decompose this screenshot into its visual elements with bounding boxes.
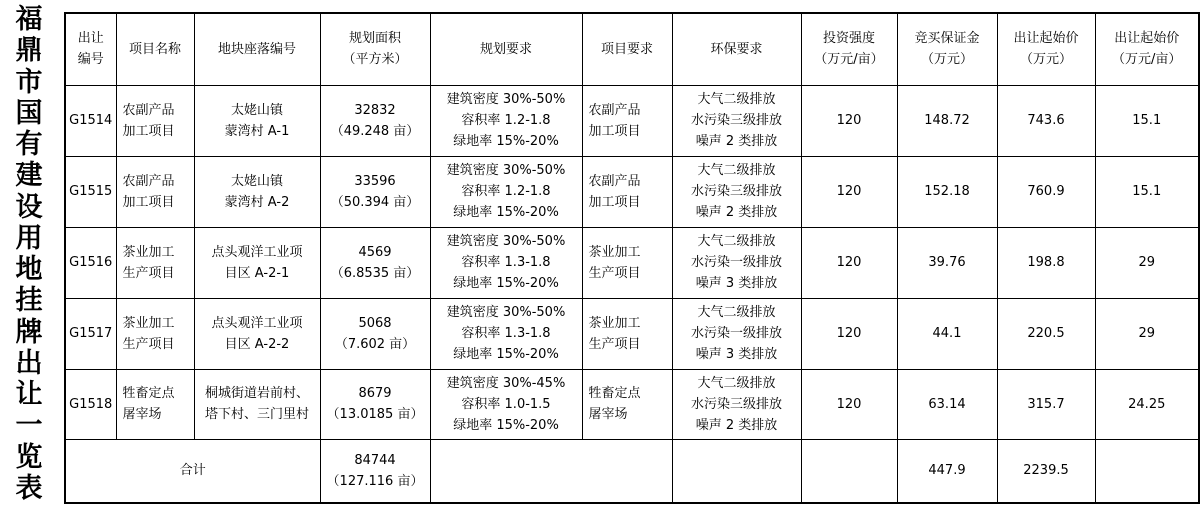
page-title-char: 有 bbox=[15, 129, 43, 161]
cell-deposit: 148.72 bbox=[897, 85, 997, 156]
cell-code: G1516 bbox=[65, 227, 116, 298]
header-project-req: 项目要求 bbox=[582, 13, 672, 85]
cell-planning: 建筑密度 30%-50% 容积率 1.2-1.8 绿地率 15%-20% bbox=[430, 85, 582, 156]
cell-location: 桐城街道岩前村、 塔下村、三门里村 bbox=[194, 369, 320, 439]
total-empty-cell bbox=[430, 439, 672, 503]
page-title bbox=[2, 6, 56, 502]
cell-code: G1515 bbox=[65, 156, 116, 227]
cell-deposit: 44.1 bbox=[897, 298, 997, 369]
total-empty-cell bbox=[801, 439, 897, 503]
page-title-char: 市 bbox=[15, 66, 43, 98]
page-title-char: 牌 bbox=[15, 316, 43, 348]
cell-area: 4569 （6.8535 亩） bbox=[320, 227, 430, 298]
header-code: 出让 编号 bbox=[65, 13, 116, 85]
table-row bbox=[65, 369, 1199, 439]
cell-project-req: 农副产品 加工项目 bbox=[582, 156, 672, 227]
page-title-char: 表 bbox=[15, 472, 43, 504]
header-investment: 投资强度 （万元/亩） bbox=[801, 13, 897, 85]
header-area: 规划面积 （平方米） bbox=[320, 13, 430, 85]
cell-investment: 120 bbox=[801, 369, 897, 439]
cell-planning: 建筑密度 30%-45% 容积率 1.0-1.5 绿地率 15%-20% bbox=[430, 369, 582, 439]
cell-investment: 120 bbox=[801, 156, 897, 227]
cell-location: 点头观洋工业项 目区 A-2-2 bbox=[194, 298, 320, 369]
cell-env-req: 大气二级排放 水污染一级排放 噪声 3 类排放 bbox=[672, 227, 801, 298]
total-deposit: 447.9 bbox=[897, 439, 997, 503]
total-empty-cell bbox=[672, 439, 801, 503]
header-env-req: 环保要求 bbox=[672, 13, 801, 85]
land-auction-table-container bbox=[64, 12, 1200, 504]
total-area: 84744 （127.116 亩） bbox=[320, 439, 430, 503]
cell-unit-price: 29 bbox=[1095, 227, 1199, 298]
header-row bbox=[65, 13, 1199, 85]
cell-name: 茶业加工 生产项目 bbox=[116, 227, 194, 298]
cell-unit-price: 15.1 bbox=[1095, 85, 1199, 156]
cell-start-price: 315.7 bbox=[997, 369, 1095, 439]
cell-name: 茶业加工 生产项目 bbox=[116, 298, 194, 369]
cell-investment: 120 bbox=[801, 298, 897, 369]
header-unit-price: 出让起始价 （万元/亩） bbox=[1095, 13, 1199, 85]
cell-planning: 建筑密度 30%-50% 容积率 1.3-1.8 绿地率 15%-20% bbox=[430, 227, 582, 298]
table-row bbox=[65, 85, 1199, 156]
cell-start-price: 198.8 bbox=[997, 227, 1095, 298]
cell-env-req: 大气二级排放 水污染三级排放 噪声 2 类排放 bbox=[672, 85, 801, 156]
cell-unit-price: 29 bbox=[1095, 298, 1199, 369]
total-empty-cell bbox=[1095, 439, 1199, 503]
cell-location: 点头观洋工业项 目区 A-2-1 bbox=[194, 227, 320, 298]
header-planning: 规划要求 bbox=[430, 13, 582, 85]
cell-unit-price: 15.1 bbox=[1095, 156, 1199, 227]
cell-start-price: 743.6 bbox=[997, 85, 1095, 156]
total-start-price: 2239.5 bbox=[997, 439, 1095, 503]
cell-project-req: 茶业加工 生产项目 bbox=[582, 298, 672, 369]
cell-planning: 建筑密度 30%-50% 容积率 1.3-1.8 绿地率 15%-20% bbox=[430, 298, 582, 369]
table-row bbox=[65, 156, 1199, 227]
cell-code: G1517 bbox=[65, 298, 116, 369]
cell-project-req: 牲畜定点 屠宰场 bbox=[582, 369, 672, 439]
cell-area: 8679 （13.0185 亩） bbox=[320, 369, 430, 439]
header-location: 地块座落编号 bbox=[194, 13, 320, 85]
cell-name: 牲畜定点 屠宰场 bbox=[116, 369, 194, 439]
cell-name: 农副产品 加工项目 bbox=[116, 156, 194, 227]
cell-deposit: 152.18 bbox=[897, 156, 997, 227]
cell-code: G1514 bbox=[65, 85, 116, 156]
page-title-char: 用 bbox=[15, 222, 43, 254]
page-title-char: 地 bbox=[15, 254, 43, 286]
cell-project-req: 农副产品 加工项目 bbox=[582, 85, 672, 156]
page-title-char: 福 bbox=[15, 4, 43, 35]
cell-investment: 120 bbox=[801, 227, 897, 298]
page-title-char: 让 bbox=[15, 379, 43, 411]
cell-start-price: 760.9 bbox=[997, 156, 1095, 227]
cell-name: 农副产品 加工项目 bbox=[116, 85, 194, 156]
total-row bbox=[65, 439, 1199, 503]
cell-deposit: 39.76 bbox=[897, 227, 997, 298]
cell-env-req: 大气二级排放 水污染三级排放 噪声 2 类排放 bbox=[672, 369, 801, 439]
header-name: 项目名称 bbox=[116, 13, 194, 85]
cell-location: 太姥山镇 蒙湾村 A-1 bbox=[194, 85, 320, 156]
header-deposit: 竞买保证金 （万元） bbox=[897, 13, 997, 85]
cell-unit-price: 24.25 bbox=[1095, 369, 1199, 439]
total-label: 合计 bbox=[65, 439, 320, 503]
cell-env-req: 大气二级排放 水污染三级排放 噪声 2 类排放 bbox=[672, 156, 801, 227]
page-title-char: 建 bbox=[15, 160, 43, 192]
cell-area: 33596 （50.394 亩） bbox=[320, 156, 430, 227]
cell-code: G1518 bbox=[65, 369, 116, 439]
cell-area: 5068 （7.602 亩） bbox=[320, 298, 430, 369]
cell-area: 32832 （49.248 亩） bbox=[320, 85, 430, 156]
page-title-char: 设 bbox=[15, 191, 43, 223]
page-title-char: 挂 bbox=[15, 285, 43, 317]
page-title-char: 一 bbox=[15, 410, 43, 442]
cell-deposit: 63.14 bbox=[897, 369, 997, 439]
header-start-price: 出让起始价 （万元） bbox=[997, 13, 1095, 85]
cell-project-req: 茶业加工 生产项目 bbox=[582, 227, 672, 298]
cell-location: 太姥山镇 蒙湾村 A-2 bbox=[194, 156, 320, 227]
cell-investment: 120 bbox=[801, 85, 897, 156]
page-title-char: 国 bbox=[15, 97, 43, 129]
page-title-char: 出 bbox=[15, 347, 43, 379]
cell-env-req: 大气二级排放 水污染一级排放 噪声 3 类排放 bbox=[672, 298, 801, 369]
table-row bbox=[65, 227, 1199, 298]
page-title-char: 览 bbox=[15, 441, 43, 473]
cell-start-price: 220.5 bbox=[997, 298, 1095, 369]
land-auction-table bbox=[64, 12, 1200, 504]
cell-planning: 建筑密度 30%-50% 容积率 1.2-1.8 绿地率 15%-20% bbox=[430, 156, 582, 227]
table-row bbox=[65, 298, 1199, 369]
page-title-char: 鼎 bbox=[15, 35, 43, 67]
